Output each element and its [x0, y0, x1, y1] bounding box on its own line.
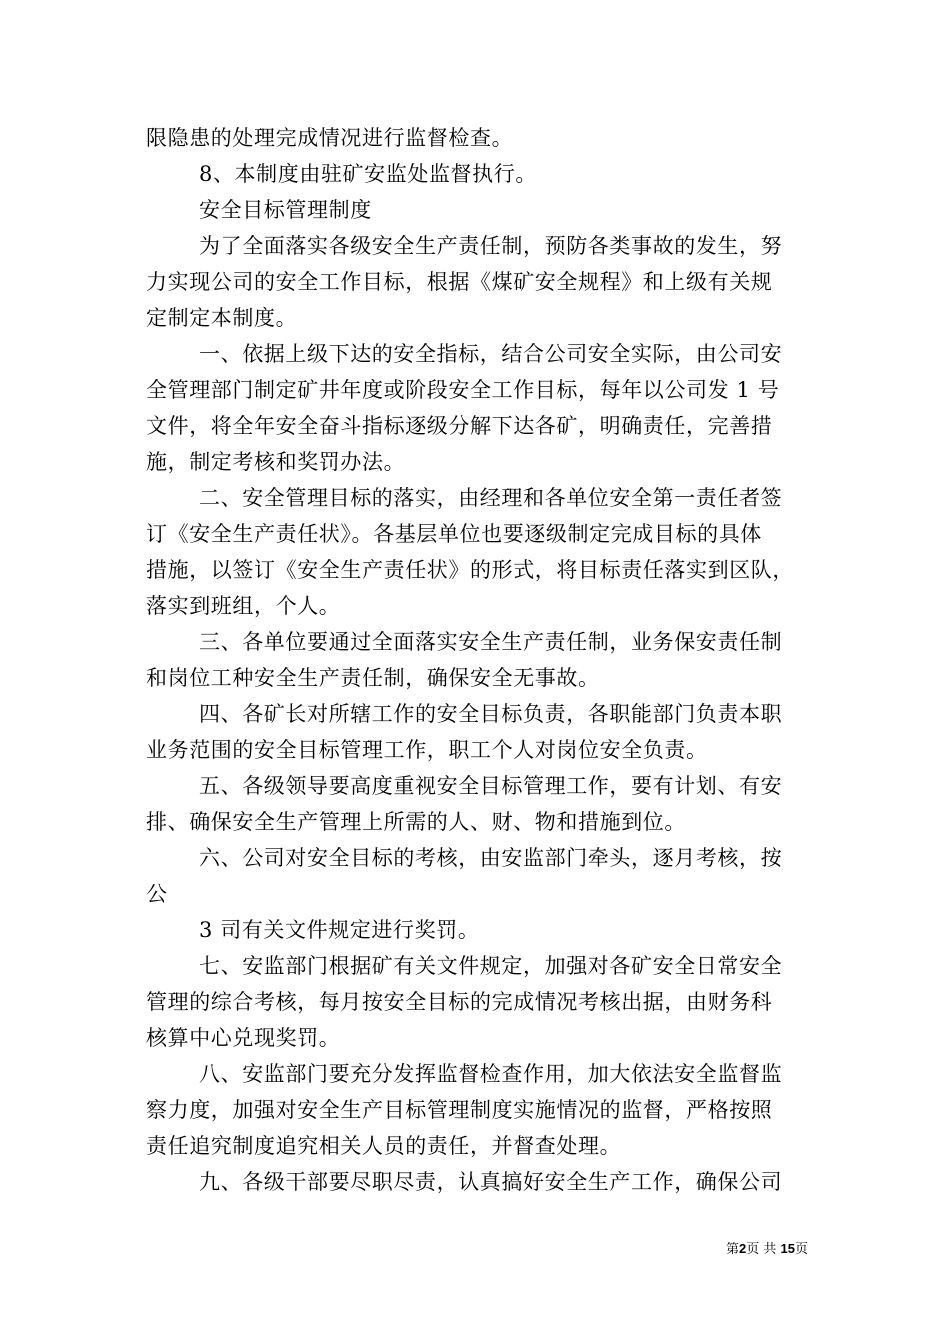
footer-prefix: 第: [725, 1242, 739, 1257]
text-line: 排、确保安全生产管理上所需的人、财、物和措施到位。: [146, 810, 686, 834]
text-line: 六、公司对安全目标的考核，由安监部门牵头，逐月考核，按: [199, 846, 783, 870]
document-body: [146, 120, 811, 1200]
text-line: 限隐患的处理完成情况进行监督检查。: [146, 126, 514, 150]
text-line: 八、安监部门要充分发挥监督检查作用，加大依法安全监督监: [199, 1062, 783, 1086]
text-line: 安全目标管理制度: [199, 198, 372, 222]
footer-suffix: 页: [794, 1242, 808, 1257]
text-line: 施，制定考核和奖罚办法。: [146, 450, 406, 474]
text-line: 四、各矿长对所辖工作的安全目标负责，各职能部门负责本职: [199, 702, 783, 726]
text-line: 管理的综合考核，每月按安全目标的完成情况考核出据，由财务科: [146, 990, 773, 1014]
footer-middle: 页 共: [746, 1242, 777, 1257]
text-line: 业务范围的安全目标管理工作，职工个人对岗位安全负责。: [146, 738, 708, 762]
text-line: 公: [146, 882, 168, 906]
text-line: 落实到班组，个人。: [146, 594, 341, 618]
text-line: 措施，以签订《安全生产责任状》的形式，将目标责任落实到区队，: [146, 558, 794, 582]
text-line: 和岗位工种安全生产责任制，确保安全无事故。: [146, 666, 600, 690]
text-line: 全管理部门制定矿井年度或阶段安全工作目标，每年以公司发 1 号: [146, 378, 780, 402]
text-line: 力实现公司的安全工作目标，根据《煤矿安全规程》和上级有关规: [146, 270, 773, 294]
current-page-number: 2: [739, 1241, 747, 1256]
text-line: 为了全面落实各级安全生产责任制，预防各类事故的发生，努: [199, 234, 783, 258]
text-line: 定制定本制度。: [146, 306, 298, 330]
text-line: 订《安全生产责任状》。各基层单位也要逐级制定完成目标的具体: [146, 522, 762, 546]
text-line: 三、各单位要通过全面落实安全生产责任制，业务保安责任制: [199, 630, 783, 654]
text-line: 一、依据上级下达的安全指标，结合公司安全实际，由公司安: [199, 342, 783, 366]
text-line: 二、安全管理目标的落实，由经理和各单位安全第一责任者签: [199, 486, 783, 510]
page-footer: [0, 1240, 808, 1259]
text-line: 8、本制度由驻矿安监处监督执行。: [199, 162, 537, 186]
total-pages-number: 15: [780, 1241, 795, 1256]
text-line: 察力度，加强对安全生产目标管理制度实施情况的监督，严格按照: [146, 1098, 773, 1122]
text-line: 3 司有关文件规定进行奖罚。: [199, 918, 480, 942]
text-line: 七、安监部门根据矿有关文件规定，加强对各矿安全日常安全: [199, 954, 783, 978]
text-line: 五、各级领导要高度重视安全目标管理工作，要有计划、有安: [199, 774, 783, 798]
text-line: 九、各级干部要尽职尽责，认真搞好安全生产工作，确保公司: [199, 1170, 783, 1194]
text-line: 核算中心兑现奖罚。: [146, 1026, 341, 1050]
text-line: 文件，将全年安全奋斗指标逐级分解下达各矿，明确责任，完善措: [146, 414, 773, 438]
text-line: 责任追究制度追究相关人员的责任，并督查处理。: [146, 1134, 622, 1158]
